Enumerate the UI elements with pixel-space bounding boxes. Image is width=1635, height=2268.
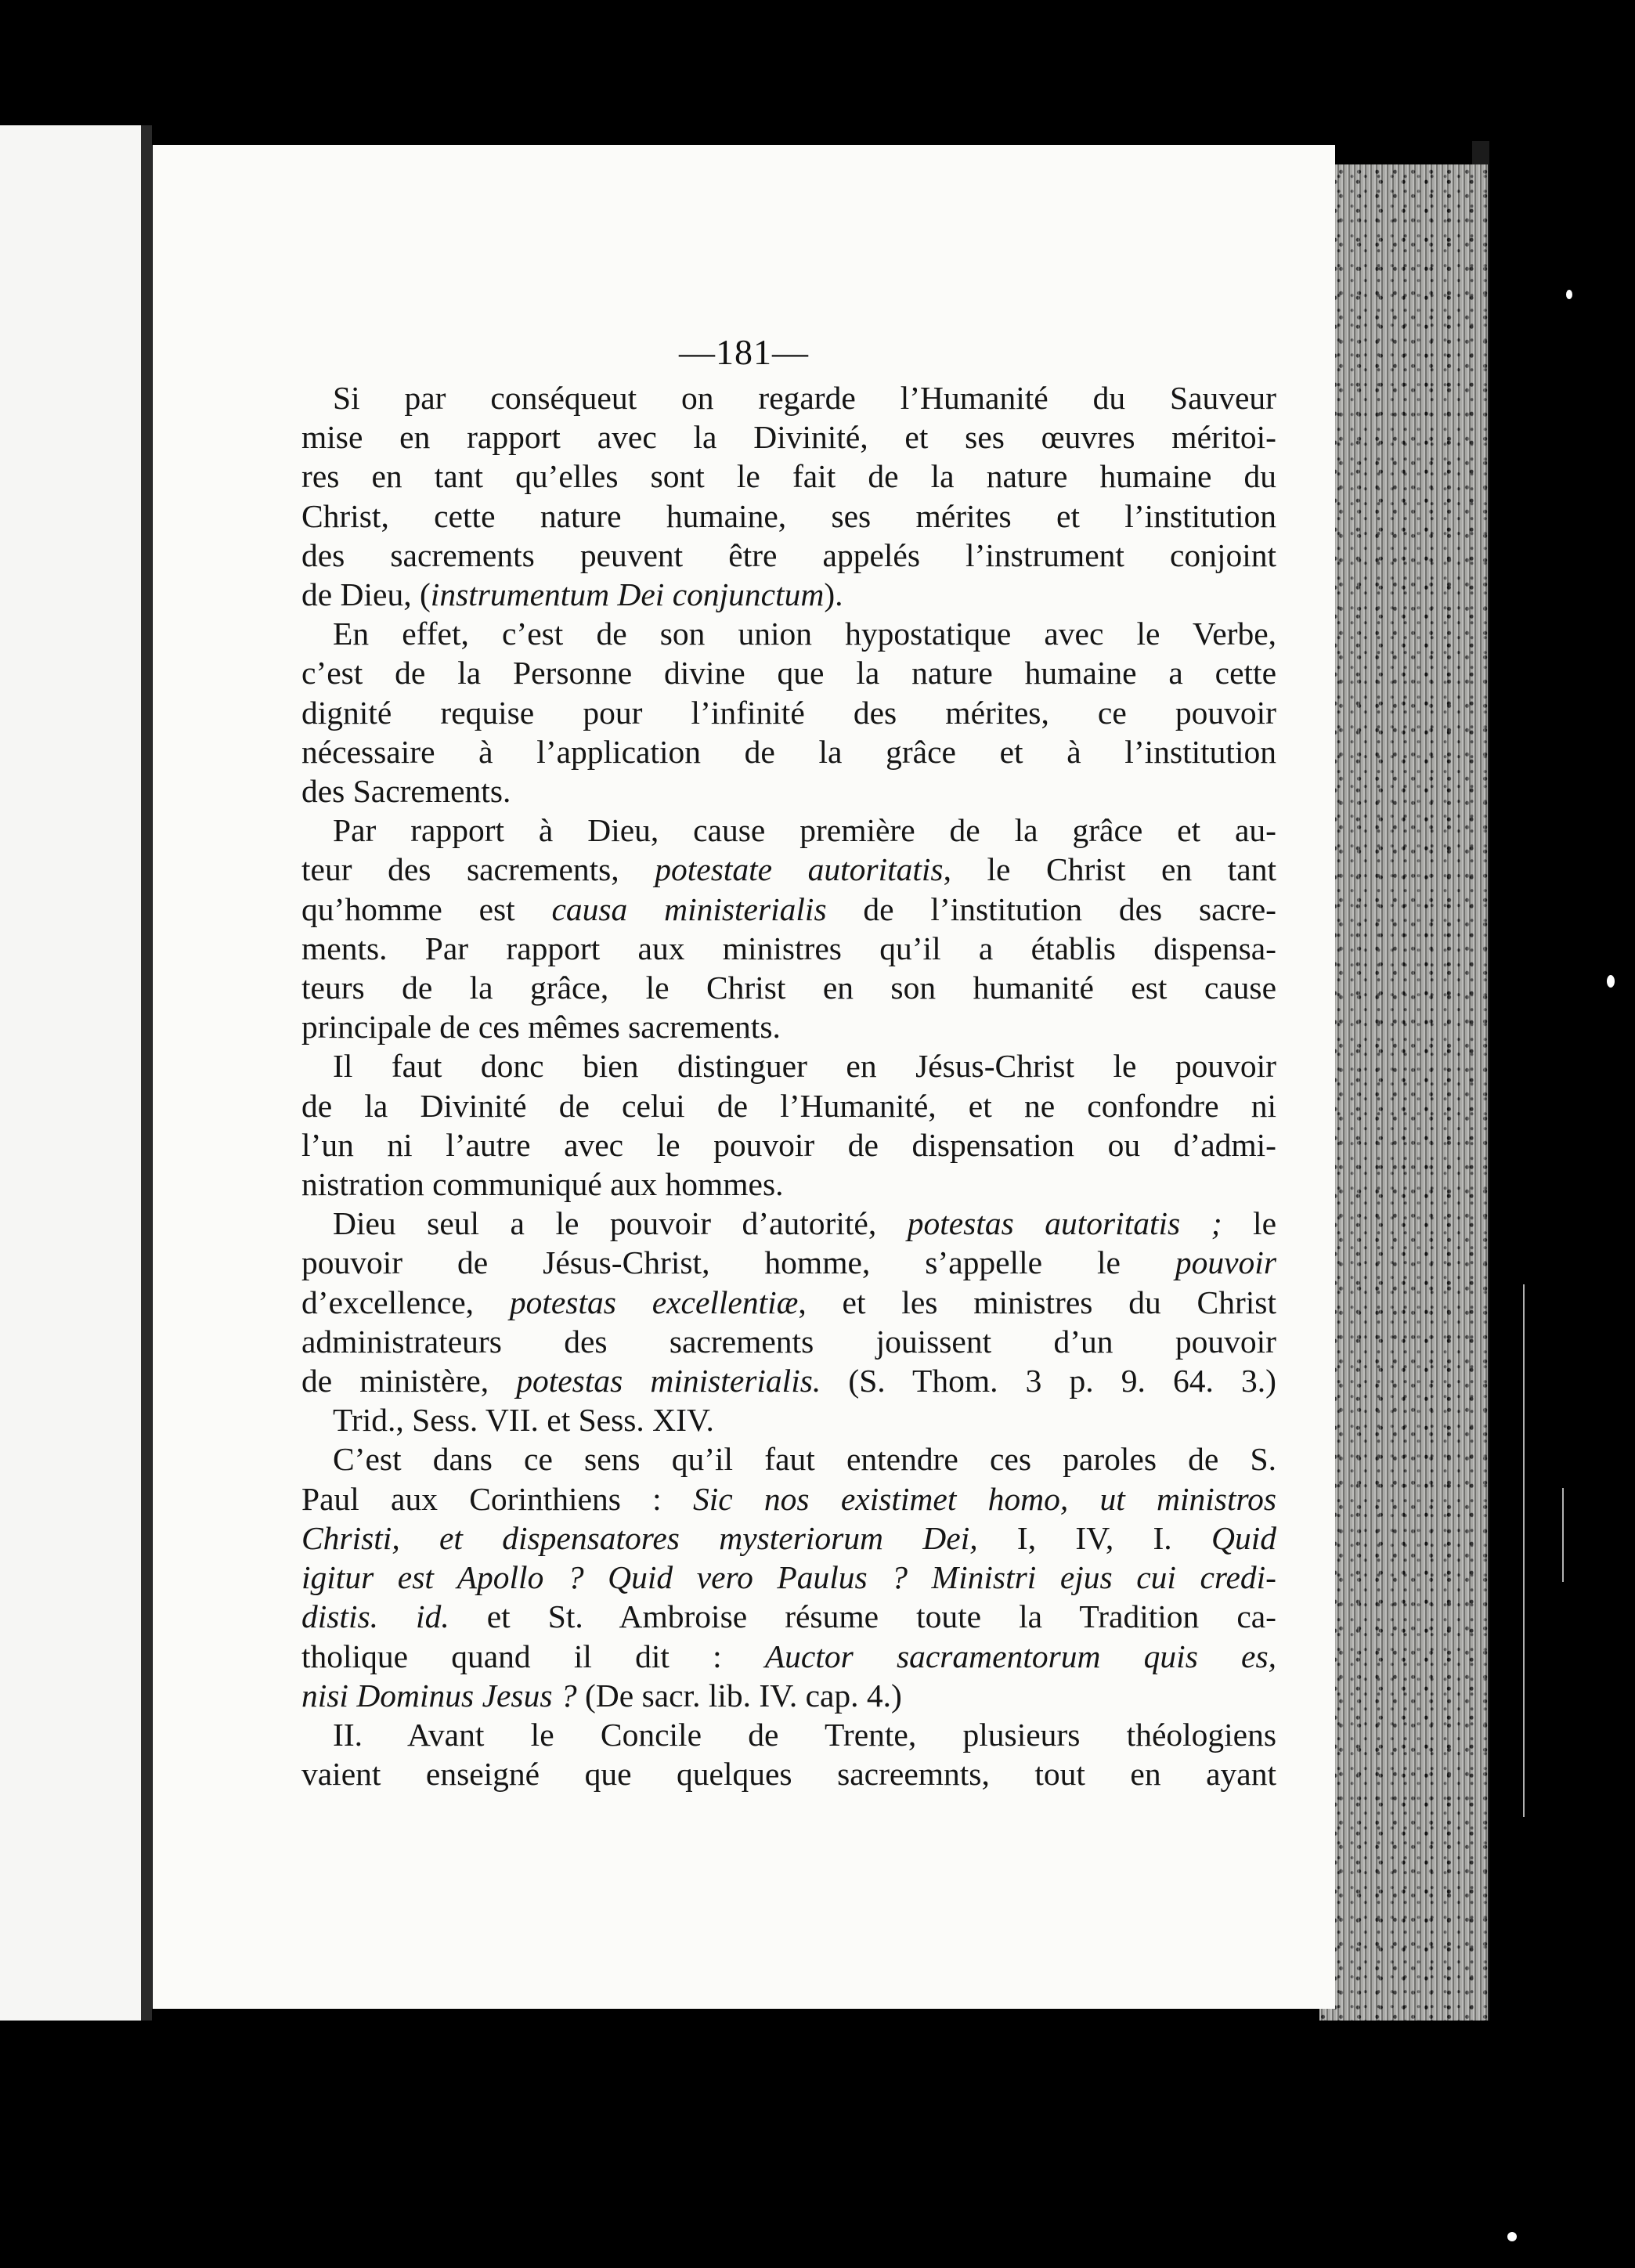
text-segment: teurs de la grâce, le Christ en son humanité est cause: [301, 970, 1276, 1006]
text-segment: de l’institution des sacre-: [826, 890, 1277, 927]
italic-text: Auctor sacramentorum quis es,: [764, 1638, 1276, 1674]
text-segment: res en tant qu’elles sont le fait de la nature humaine du: [301, 458, 1276, 495]
text-segment: (De sacr. lib. IV. cap. 4.): [576, 1677, 902, 1714]
text-segment: de la Divinité de celui de l’Humanité, et ne confondre ni: [301, 1087, 1276, 1124]
text-segment: ments. Par rapport aux ministres qu’il a établis dispensa-: [301, 930, 1276, 966]
text-segment: Trid., Sess. VII. et Sess. XIV.: [333, 1402, 714, 1439]
text-line: [301, 1283, 1276, 1322]
italic-text: Christi, et dispensatores mysteriorum Dei,: [301, 1519, 978, 1556]
text-segment: pouvoir de Jésus-Christ, homme, s’appelle le: [301, 1244, 1175, 1281]
text-line: [301, 1400, 1276, 1439]
italic-text: distis. id.: [301, 1598, 449, 1635]
text-line: [301, 378, 1276, 417]
italic-text: nisi Dominus Jesus ?: [301, 1677, 577, 1714]
text-line: [301, 614, 1276, 653]
text-line: [301, 457, 1276, 496]
text-segment: mise en rapport avec la Divinité, et ses œuvres méritoi-: [301, 419, 1276, 456]
text-line: [301, 732, 1276, 771]
text-line: [301, 929, 1276, 968]
italic-text: potestas excellentiæ: [509, 1284, 799, 1320]
scan-speck: [1507, 2232, 1517, 2241]
text-line: [301, 1479, 1276, 1519]
italic-text: potestate autoritatis: [655, 851, 944, 888]
text-segment: le: [1222, 1205, 1276, 1242]
text-segment: ).: [824, 576, 843, 613]
text-line: [301, 811, 1276, 850]
text-segment: et St. Ambroise résume toute la Tradition ca-: [449, 1598, 1277, 1635]
italic-text: instrumentum Dei conjunctum: [430, 576, 825, 613]
italic-text: causa ministerialis: [551, 890, 827, 927]
text-segment: (S. Thom. 3 p. 9. 64. 3.): [821, 1363, 1276, 1399]
text-line: [301, 1558, 1276, 1597]
text-line: [301, 653, 1276, 692]
text-segment: administrateurs des sacrements jouissent d’un pouvoir: [301, 1323, 1276, 1360]
italic-text: Quid: [1211, 1519, 1276, 1556]
text-line: [301, 1204, 1276, 1243]
text-segment: d’excellence,: [301, 1284, 510, 1320]
text-segment: En effet, c’est de son union hypostatique avec le Verbe,: [333, 616, 1276, 652]
text-segment: teur des sacrements,: [301, 851, 655, 888]
text-line: [301, 1086, 1276, 1125]
text-segment: nécessaire à l’application de la grâce et à l’institution: [301, 733, 1276, 770]
text-segment: , et les ministres du Christ: [798, 1284, 1276, 1320]
text-segment: principale de ces mêmes sacrements.: [301, 1009, 781, 1046]
page-body-text: [301, 378, 1276, 1793]
scan-speck: [1566, 290, 1572, 299]
text-segment: de Dieu, (: [301, 576, 431, 613]
text-line: [301, 1519, 1276, 1558]
scan-scratch: [1523, 1284, 1525, 1817]
text-line: [301, 1439, 1276, 1479]
text-line: [301, 1243, 1276, 1282]
italic-text: igitur est Apollo ? Quid vero Paulus ? Ministri ejus cui credi-: [301, 1559, 1276, 1596]
text-segment: c’est de la Personne divine que la nature humaine a cette: [301, 655, 1276, 692]
text-line: [301, 693, 1276, 732]
text-segment: Si par conséqueut on regarde l’Humanité du Sauveur: [333, 380, 1276, 416]
italic-text: potestas autoritatis ;: [907, 1205, 1222, 1242]
text-line: [301, 1322, 1276, 1361]
text-line: [301, 968, 1276, 1007]
italic-text: potestas ministerialis.: [516, 1363, 821, 1399]
scan-speck: [1607, 975, 1615, 988]
text-line: [301, 536, 1276, 575]
text-line: [301, 1676, 1276, 1715]
italic-text: pouvoir: [1175, 1244, 1276, 1281]
text-segment: II. Avant le Concile de Trente, plusieurs théologiens: [333, 1716, 1276, 1753]
text-segment: tholique quand il dit :: [301, 1638, 765, 1674]
text-segment: Par rapport à Dieu, cause première de la grâce et au-: [333, 812, 1276, 849]
text-line: [301, 1754, 1276, 1793]
text-line: [301, 1007, 1276, 1046]
text-segment: Il faut donc bien distinguer en Jésus-Christ le pouvoir: [333, 1048, 1276, 1085]
book-page: [153, 145, 1335, 2009]
italic-text: Sic nos existimet homo, ut ministros: [692, 1480, 1277, 1517]
text-line: [301, 771, 1276, 811]
text-line: [301, 1361, 1276, 1400]
text-segment: Dieu seul a le pouvoir d’autorité,: [333, 1205, 908, 1242]
text-segment: de ministère,: [301, 1363, 517, 1399]
scan-scratch: [1562, 1488, 1564, 1582]
text-line: [301, 1046, 1276, 1085]
text-segment: I, IV, I.: [977, 1519, 1211, 1556]
page-block-edge: [1319, 164, 1488, 2021]
facing-page-edge: [0, 125, 152, 2021]
text-line: [301, 1597, 1276, 1636]
text-segment: C’est dans ce sens qu’il faut entendre ces paroles de S.: [333, 1441, 1276, 1478]
text-line: [301, 1715, 1276, 1754]
text-segment: Christ, cette nature humaine, ses mérites et l’institution: [301, 497, 1276, 534]
text-segment: l’un ni l’autre avec le pouvoir de dispensation ou d’admi-: [301, 1126, 1276, 1163]
text-line: [301, 890, 1276, 929]
text-segment: Paul aux Corinthiens :: [301, 1480, 693, 1517]
text-line: [301, 497, 1276, 536]
text-segment: des sacrements peuvent être appelés l’instrument conjoint: [301, 536, 1276, 573]
text-segment: dignité requise pour l’infinité des mérites, ce pouvoir: [301, 694, 1276, 731]
text-segment: vaient enseigné que quelques sacreemnts, tout en ayant: [301, 1756, 1276, 1793]
text-line: [301, 575, 1276, 614]
text-segment: qu’homme est: [301, 890, 552, 927]
text-line: [301, 1165, 1276, 1204]
text-line: [301, 417, 1276, 457]
page-number: —181—: [679, 332, 809, 372]
text-segment: nistration communiqué aux hommes.: [301, 1166, 784, 1203]
text-line: [301, 1125, 1276, 1165]
text-segment: , le Christ en tant: [943, 851, 1277, 888]
text-line: [301, 850, 1276, 889]
text-segment: des Sacrements.: [301, 773, 511, 810]
text-line: [301, 1637, 1276, 1676]
